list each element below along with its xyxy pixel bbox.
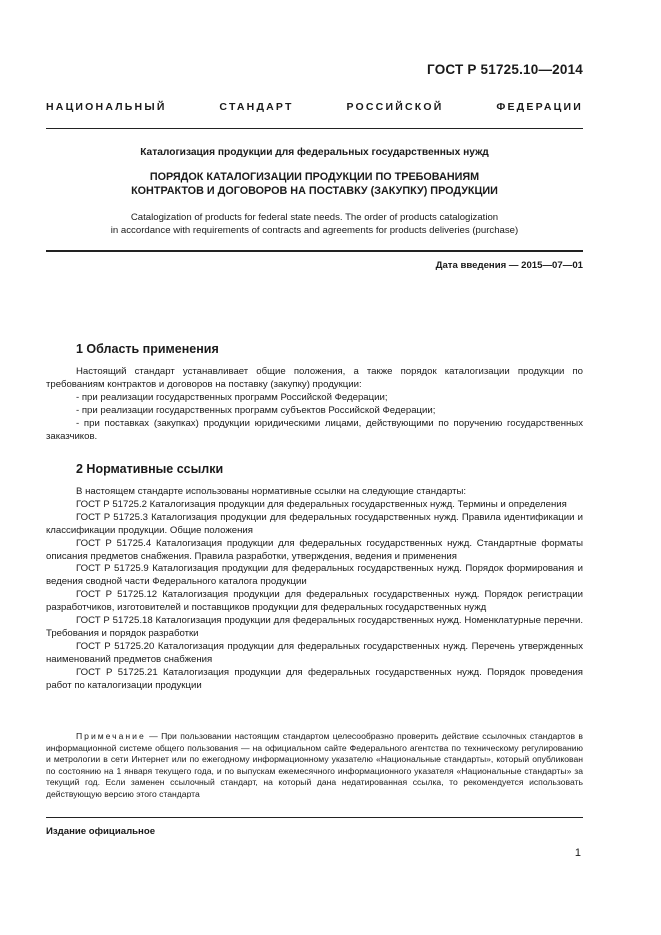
national-standard-banner: НАЦИОНАЛЬНЫЙ СТАНДАРТ РОССИЙСКОЙ ФЕДЕРАЦИИ bbox=[46, 101, 583, 113]
official-edition-label: Издание официальное bbox=[46, 826, 156, 837]
reference-item: ГОСТ Р 51725.3 Каталогизация продукции для федеральных государственных нужд. Правила идентификации и классификации продукции. Общие положения bbox=[46, 511, 583, 536]
introduction-date: Дата введения — 2015—07—01 bbox=[435, 260, 583, 271]
english-title bbox=[46, 212, 583, 237]
title-rule bbox=[46, 250, 583, 252]
page-number: 1 bbox=[574, 847, 581, 859]
english-title-line-1: Catalogization of products for federal state needs. The order of products catalogization bbox=[130, 212, 499, 223]
references-note bbox=[46, 731, 583, 801]
standard-code: ГОСТ Р 51725.10—2014 bbox=[427, 62, 583, 77]
title-line-2: КОНТРАКТОВ И ДОГОВОРОВ НА ПОСТАВКУ (ЗАКУПКУ) ПРОДУКЦИИ bbox=[131, 184, 498, 197]
section-1-paragraph: Настоящий стандарт устанавливает общие положения, а также порядок каталогизации продукции по требованиям контрактов и договоров на поставку (закупку) продукции: bbox=[46, 366, 583, 390]
reference-item: ГОСТ Р 51725.4 Каталогизация продукции для федеральных государственных нужд. Стандартные форматы описания предметов снабжения. Правила разработки, утверждения, ведения и применения bbox=[46, 537, 583, 562]
note-text: — При пользовании настоящим стандартом целесообразно проверить действие ссылочных стандартов в информационной системе общего пользования — на официальном сайте Федерального агентства по техническому регулированию и метрологии в сети Интернет или по ежегодному информационному указателю «Национальные стандарты», который опубликован по состоянию на 1 января текущего года, и по выпускам ежемесячного информационного указателя «Национальные стандарты» за текущий год. Если заменен ссылочный стандарт, на который дана недатированная ссылка, то рекомендуется использовать действующую версию этого стандарта bbox=[46, 731, 583, 799]
section-1-heading: 1 Область применения bbox=[76, 342, 219, 356]
reference-item: ГОСТ Р 51725.18 Каталогизация продукции для федеральных государственных нужд. Номенклатурные перечни. Требования и порядок разработки bbox=[46, 615, 583, 639]
header-rule bbox=[46, 128, 583, 129]
reference-item: ГОСТ Р 51725.21 Каталогизация продукции для федеральных государственных нужд. Порядок проведения работ по каталогизации продукции bbox=[46, 666, 583, 691]
scope-list-item: - при поставках (закупках) продукции юридическими лицами, действующими по поручению государственных заказчиков. bbox=[46, 417, 583, 442]
reference-item: ГОСТ Р 51725.9 Каталогизация продукции для федеральных государственных нужд. Порядок формирования и ведения сводной части Федерального каталога продукции bbox=[46, 563, 583, 588]
reference-item: ГОСТ Р 51725.12 Каталогизация продукции для федеральных государственных нужд. Порядок регистрации разработчиков, изготовителей и поставщиков продукции для федеральных государственных нужд bbox=[46, 589, 583, 614]
note-label: Примечание bbox=[76, 731, 146, 741]
section-2-heading: 2 Нормативные ссылки bbox=[76, 462, 224, 476]
english-title-line-2: in accordance with requirements of contracts and agreements for products deliveries (purchase) bbox=[110, 224, 519, 236]
document-subtitle: Каталогизация продукции для федеральных государственных нужд bbox=[140, 147, 489, 158]
title-line-1: ПОРЯДОК КАТАЛОГИЗАЦИИ ПРОДУКЦИИ ПО ТРЕБОВАНИЯМ bbox=[149, 171, 480, 183]
reference-item: ГОСТ Р 51725.2 Каталогизация продукции для федеральных государственных нужд. Термины и определения bbox=[76, 498, 567, 510]
footer-rule bbox=[46, 817, 583, 818]
section-1-body bbox=[46, 366, 583, 443]
document-title bbox=[46, 171, 583, 198]
section-2-intro: В настоящем стандарте использованы нормативные ссылки на следующие стандарты: bbox=[76, 486, 467, 497]
reference-item: ГОСТ Р 51725.20 Каталогизация продукции для федеральных государственных нужд. Перечень утвержденных наименований предметов снабжения bbox=[46, 640, 583, 665]
section-2-body bbox=[46, 486, 583, 693]
scope-list-item: - при реализации государственных программ Российской Федерации; bbox=[76, 391, 388, 403]
note-paragraph bbox=[46, 731, 583, 801]
scope-list-item: - при реализации государственных программ субъектов Российской Федерации; bbox=[76, 404, 436, 416]
